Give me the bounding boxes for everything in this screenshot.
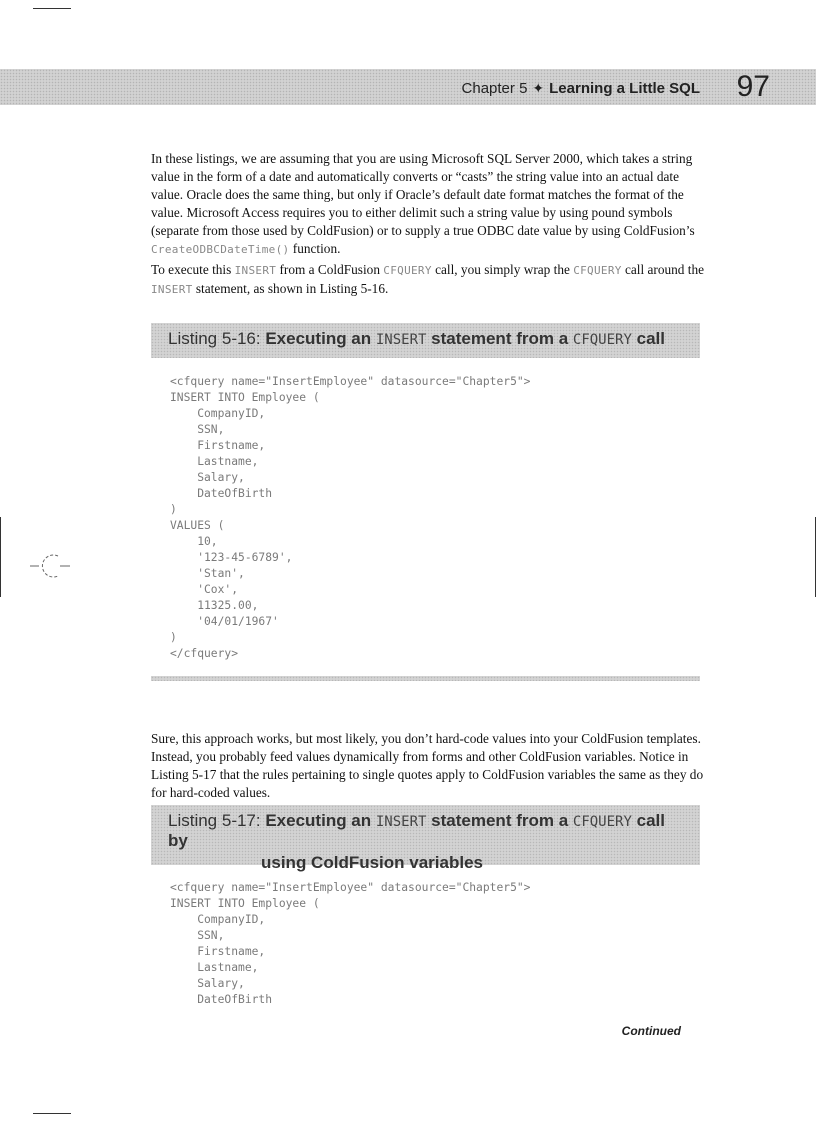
para2-text-5: statement, as shown in Listing 5-16. [192, 281, 389, 296]
listing-5-16-title [151, 323, 700, 358]
para2-text-3: call, you simply wrap the [431, 262, 574, 277]
registration-mark-icon [30, 548, 70, 588]
listing-5-17-title-text-2: statement from a [426, 811, 573, 830]
listing-5-16-title-text-2: statement from a [426, 329, 573, 348]
diamond-separator-icon: ✦ [532, 80, 545, 96]
listing-5-16-title-code-1: INSERT [375, 332, 427, 348]
crop-mark-bottom-left [33, 1113, 71, 1114]
listing-5-17-title-text-1: Executing an [265, 811, 376, 830]
para2-code-insert: INSERT [234, 264, 277, 277]
listing-5-17-title-code-1: INSERT [375, 814, 427, 830]
listing-5-16-code: <cfquery name="InsertEmployee" datasource="Chapter5"> INSERT INTO Employee ( CompanyID, SSN, Firstname, Lastname, Salary, DateOfBirth ) VALUES ( 10, '123-45-6789', 'Stan', 'Cox', 11325.00, '04/01/1967' ) </cfquery> [170, 375, 531, 660]
para2-code-insert-2: INSERT [151, 283, 193, 296]
listing-5-17-title-text-3: call by [168, 811, 665, 850]
listing-5-17-code: <cfquery name="InsertEmployee" datasource="Chapter5"> INSERT INTO Employee ( CompanyID, SSN, Firstname, Lastname, Salary, DateOfBirth [170, 881, 531, 1006]
crop-mark-top-left [33, 8, 71, 9]
chapter-number: Chapter 5 [461, 80, 528, 97]
para2-code-cfquery-2: CFQUERY [573, 264, 622, 277]
body-paragraph-1 [151, 150, 711, 259]
listing-5-16-label: Listing 5-16: [168, 329, 266, 348]
listing-5-17-title-line-2: using ColdFusion variables [261, 853, 483, 872]
para2-text-2: from a ColdFusion [276, 262, 384, 277]
para2-code-cfquery: CFQUERY [383, 264, 432, 277]
listing-5-17-title-code-2: CFQUERY [572, 814, 632, 830]
listing-5-16-bottom-rule [151, 676, 700, 681]
listing-5-17-label: Listing 5-17: [168, 811, 266, 830]
body-paragraph-3: Sure, this approach works, but most likely, you don’t hard-code values into your ColdFusion templates. Instead, you probably feed values dynamically from forms and other ColdFusion variables. Notice in Listing 5-17 that the rules pertaining to single quotes apply to ColdFusion variables the same as they do for hard-coded values. [151, 731, 704, 800]
listing-5-17-title [151, 805, 700, 872]
para1-text-2: function. [289, 241, 341, 256]
page-number: 97 [736, 70, 770, 103]
listing-5-16-title-code-2: CFQUERY [572, 332, 632, 348]
para2-text-4: call around the [621, 262, 705, 277]
para2-text-1: To execute this [151, 262, 235, 277]
chapter-title: Learning a Little SQL [549, 80, 700, 97]
running-header-chapter [462, 74, 700, 102]
body-paragraph-2 [151, 261, 711, 299]
bleed-line-left [0, 517, 1, 597]
para1-text-1: In these listings, we are assuming that you are using Microsoft SQL Server 2000, which takes a string value in the form of a date and automatically converts or “casts” the string value into an actual date value. Oracle does the same thing, but only if Oracle’s default date format matches the format of the value. Microsoft Access requires you to either delimit such a string value by using pound symbols (separate from those used by ColdFusion) or to supply a true ODBC date value by using ColdFusion’s [151, 151, 695, 238]
continued-label: Continued [621, 1024, 681, 1038]
listing-5-16-title-text-3: call [631, 329, 665, 348]
listing-5-16-title-text-1: Executing an [265, 329, 376, 348]
para1-code-createodbcdatetime: CreateODBCDateTime() [151, 243, 290, 256]
